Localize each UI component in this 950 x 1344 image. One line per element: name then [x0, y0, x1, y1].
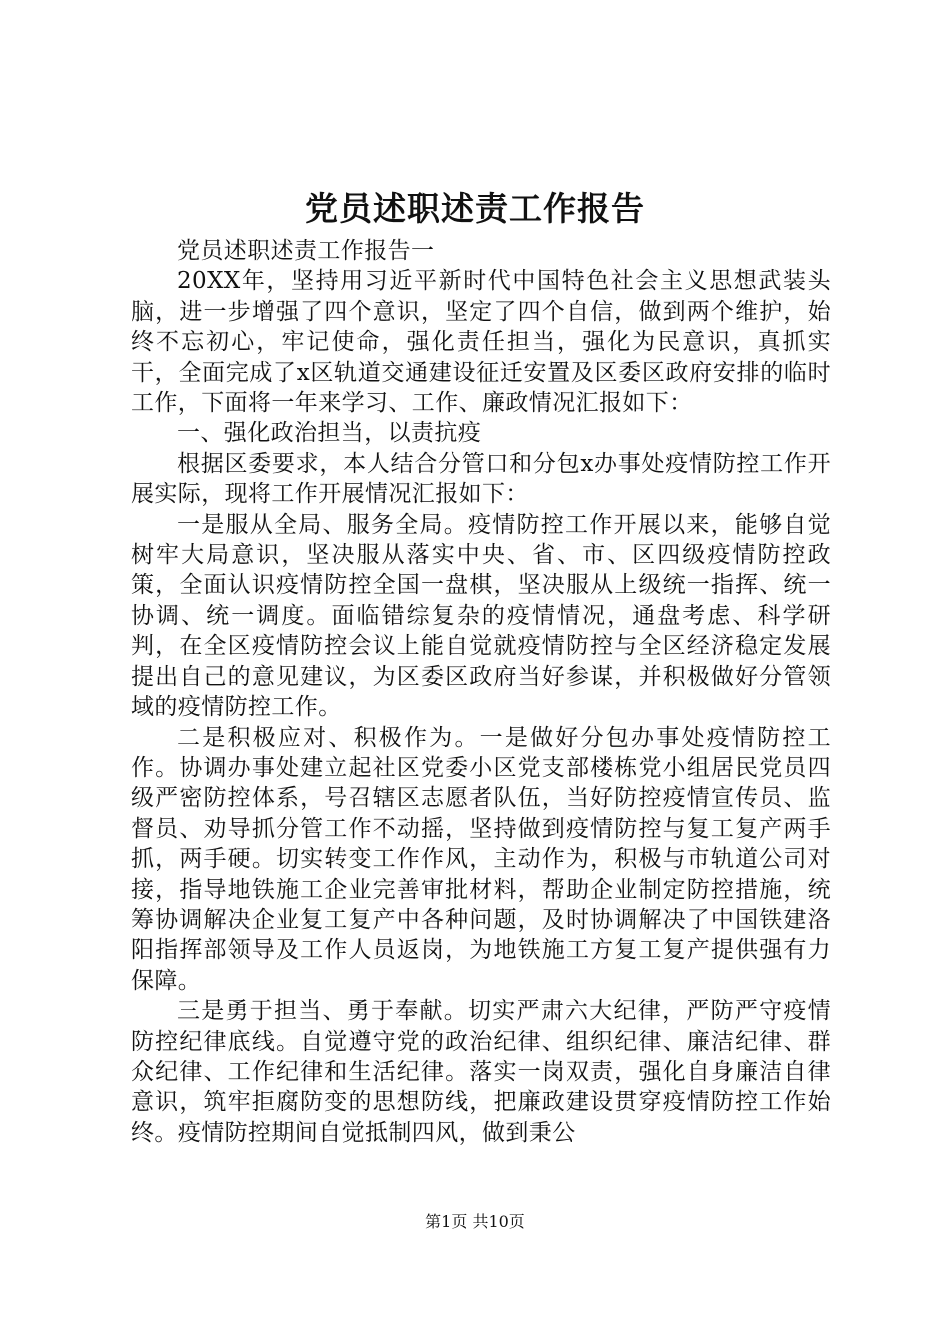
document-title: 党员述职述责工作报告 [305, 189, 645, 228]
paragraph: 根据区委要求，本人结合分管口和分包x办事处疫情防控工作开展实际，现将工作开展情况汇报如下： [131, 450, 831, 508]
paragraph: 二是积极应对、积极作为。一是做好分包办事处疫情防控工作。协调办事处建立起社区党委小区党支部楼栋党小组居民党员四级严密防控体系，号召辖区志愿者队伍，当好防控疫情宣传员、监督员、劝导抓分管工作不动摇，坚持做到疫情防控与复工复产两手抓，两手硬。切实转变工作作风，主动作为，积极与市轨道公司对接，指导地铁施工企业完善审批材料，帮助企业制定防控措施，统筹协调解决企业复工复产中各种问题，及时协调解决了中国铁建洛阳指挥部领导及工作人员返岗，为地铁施工方复工复产提供强有力保障。 [131, 724, 831, 994]
paragraph-subtitle: 党员述职述责工作报告一 [177, 238, 435, 264]
document-body [131, 236, 831, 1148]
paragraph: 三是勇于担当、勇于奉献。切实严肃六大纪律，严防严守疫情防控纪律底线。自觉遵守党的政治纪律、组织纪律、廉洁纪律、群众纪律、工作纪律和生活纪律。落实一岗双责，强化自身廉洁自律意识，筑牢拒腐防变的思想防线，把廉政建设贯穿疫情防控工作始终。疫情防控期间自觉抵制四风，做到秉公 [131, 998, 831, 1146]
paragraph-intro: 20XX年，坚持用习近平新时代中国特色社会主义思想武装头脑，进一步增强了四个意识，坚定了四个自信，做到两个维护，始终不忘初心，牢记使命，强化责任担当，强化为民意识，真抓实干，全面完成了x区轨道交通建设征迁安置及区委区政府安排的临时工作，下面将一年来学习、工作、廉政情况汇报如下： [131, 268, 831, 417]
section-heading: 一、强化政治担当，以责抗疫 [177, 420, 482, 447]
page-footer: 第1页 共10页 [425, 1212, 525, 1231]
paragraph: 一是服从全局、服务全局。疫情防控工作开展以来，能够自觉树牢大局意识，坚决服从落实中央、省、市、区四级疫情防控政策，全面认识疫情防控全国一盘棋，坚决服从上级统一指挥、统一协调、统一调度。面临错综复杂的疫情情况，通盘考虑、科学研判，在全区疫情防控会议上能自觉就疫情防控与全区经济稳定发展提出自己的意见建议，为区委区政府当好参谋，并积极做好分管领域的疫情防控工作。 [131, 511, 831, 721]
